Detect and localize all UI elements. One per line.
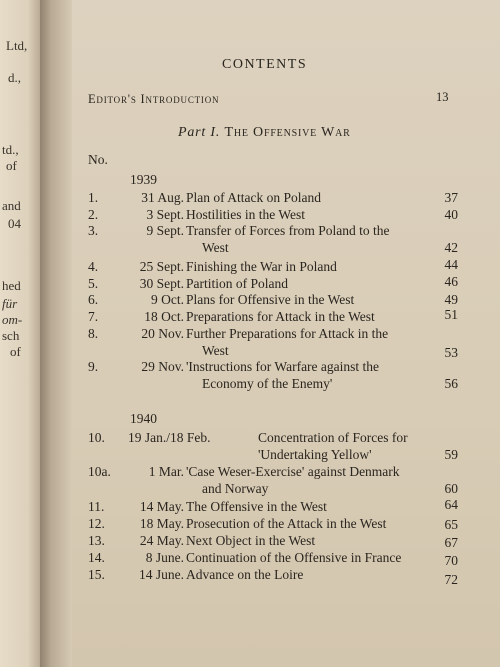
entry-title-continued: and Norway <box>202 481 269 496</box>
entry-number: 7. <box>88 309 99 324</box>
entry-title: Plan of Attack on Poland <box>186 190 321 205</box>
entry-page: 51 <box>444 307 458 322</box>
year-heading: 1939 <box>130 172 157 187</box>
entry-title <box>258 429 422 446</box>
facing-fragment: Ltd, <box>6 38 28 53</box>
entry-number: 14. <box>88 550 105 565</box>
part-title: The Offensive War <box>224 125 351 140</box>
entry-title-line: Concentration of Forces for <box>258 430 408 445</box>
year-heading: 1940 <box>130 411 157 426</box>
entry-date: 8 June. <box>145 550 184 565</box>
entry-page: 65 <box>444 517 458 532</box>
entry-title: Plans for Offensive in the West <box>186 292 355 307</box>
entry-title: Prosecution of the Attack in the West <box>186 516 387 531</box>
part-prefix: Part I. <box>178 125 221 140</box>
entry-date: 3 Sept. <box>146 207 184 222</box>
entry-title-line: Transfer of Forces from Poland to the <box>186 223 390 238</box>
entry-date: 1 Mar. <box>148 464 184 479</box>
entry-title <box>186 325 422 359</box>
facing-fragment: d., <box>8 70 21 85</box>
entry-page: 67 <box>444 535 458 550</box>
book-gutter <box>40 0 72 667</box>
entry-date: 29 Nov. <box>141 359 184 374</box>
entry-number: 15. <box>88 567 105 582</box>
part-heading <box>178 125 351 141</box>
entry-number: 2. <box>88 207 99 222</box>
entry-page: 46 <box>444 274 458 289</box>
entry-number: 8. <box>88 326 99 341</box>
intro-entry-page: 13 <box>436 90 449 104</box>
entry-title: Preparations for Attack in the West <box>186 309 375 324</box>
entry-page: 42 <box>444 240 458 255</box>
facing-fragment: td., <box>2 142 19 157</box>
facing-fragment: für <box>2 296 18 311</box>
facing-page <box>0 0 40 667</box>
entry-number: 10a. <box>88 464 111 479</box>
facing-fragment: om- <box>2 312 23 327</box>
entry-number: 9. <box>88 359 99 374</box>
entry-date: 31 Aug. <box>141 190 184 205</box>
entry-title: Hostilities in the West <box>186 207 306 222</box>
entry-number: 11. <box>88 499 105 514</box>
entry-title <box>186 463 422 497</box>
entry-date: 14 June. <box>139 567 184 582</box>
entry-number: 6. <box>88 292 99 307</box>
entry-title: Partition of Poland <box>186 276 288 291</box>
entry-date: 24 May. <box>139 533 184 548</box>
entry-date: 9 Sept. <box>146 223 184 238</box>
entry-page: 40 <box>444 207 458 222</box>
entry-page: 44 <box>444 257 458 272</box>
entry-title-continued: West <box>202 240 229 255</box>
entry-title-continued: West <box>202 343 229 358</box>
entry-title: The Offensive in the West <box>186 499 327 514</box>
entry-page: 56 <box>444 376 458 391</box>
entry-page: 60 <box>444 481 458 496</box>
number-column-label: No. <box>88 152 108 167</box>
entry-page: 49 <box>444 292 458 307</box>
entry-title-continued: 'Undertaking Yellow' <box>258 447 372 462</box>
entry-title-continued: Economy of the Enemy' <box>202 376 333 391</box>
entry-number: 1. <box>88 190 99 205</box>
entry-number: 13. <box>88 533 105 548</box>
facing-fragment: sch <box>2 328 20 343</box>
entry-title-line: 'Case Weser-Exercise' against Denmark <box>186 464 400 479</box>
entry-page: 37 <box>444 190 458 205</box>
entry-title: Next Object in the West <box>186 533 316 548</box>
entry-date: 20 Nov. <box>141 326 184 341</box>
entry-page: 59 <box>444 447 458 462</box>
entry-date: 14 May. <box>139 499 184 514</box>
entry-number: 12. <box>88 516 105 531</box>
entry-title: Advance on the Loire <box>186 567 304 582</box>
entry-page: 53 <box>444 345 458 360</box>
entry-date: 30 Sept. <box>139 276 184 291</box>
facing-fragment: of <box>6 158 17 173</box>
entry-number: 3. <box>88 223 99 238</box>
entry-title: Continuation of the Offensive in France <box>186 550 402 565</box>
entry-number: 4. <box>88 259 99 274</box>
facing-fragment: 04 <box>8 216 21 231</box>
entry-title-line: 'Instructions for Warfare against the <box>186 359 380 374</box>
entry-date: 19 Jan./18 Feb. <box>128 430 211 445</box>
entry-title <box>186 358 422 392</box>
entry-date: 9 Oct. <box>151 292 184 307</box>
facing-fragment: of <box>10 344 21 359</box>
entry-number: 5. <box>88 276 99 291</box>
contents-page <box>72 0 500 667</box>
entry-date: 18 May. <box>139 516 184 531</box>
entry-title <box>186 222 422 256</box>
intro-entry-label: Editor's Introduction <box>88 92 220 106</box>
entry-page: 70 <box>444 553 458 568</box>
entry-title-continued-block <box>214 446 422 463</box>
entry-title-line: Further Preparations for Attack in the <box>186 326 389 341</box>
page-title: CONTENTS <box>222 57 308 72</box>
facing-fragment: and <box>2 198 21 213</box>
entry-page: 72 <box>444 572 458 587</box>
facing-fragment: hed <box>2 278 21 293</box>
entry-title: Finishing the War in Poland <box>186 259 337 274</box>
entry-page: 64 <box>444 497 458 512</box>
entry-number: 10. <box>88 430 105 445</box>
entry-date: 25 Sept. <box>139 259 184 274</box>
entry-date: 18 Oct. <box>144 309 184 324</box>
